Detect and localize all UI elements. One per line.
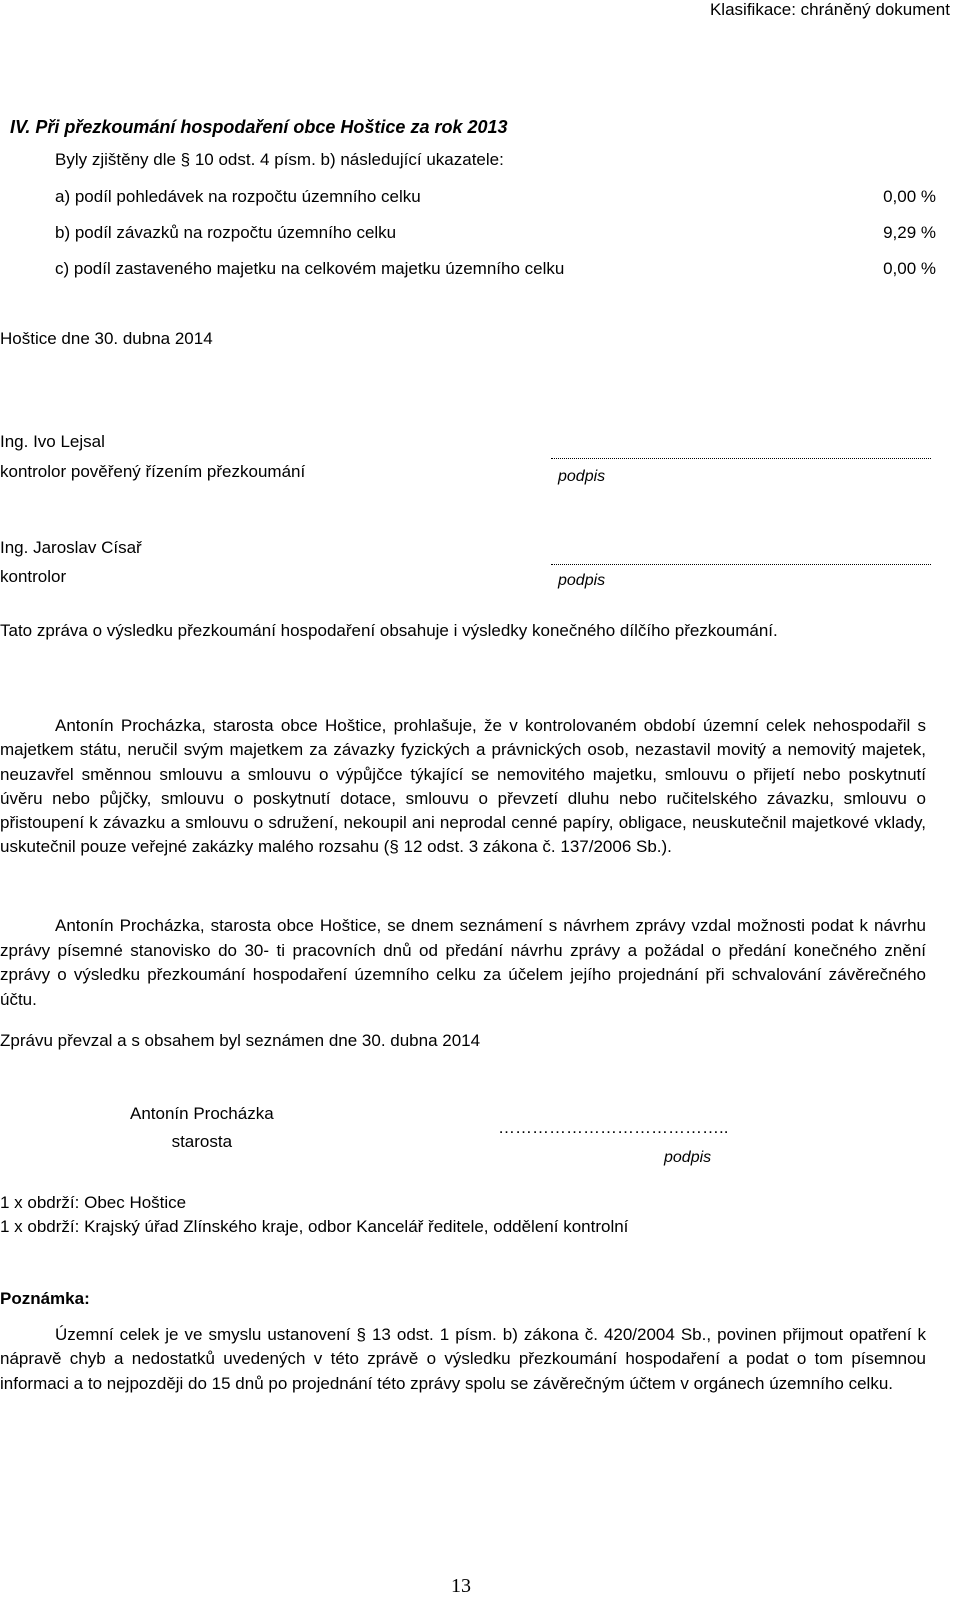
signatory-name: Ing. Ivo Lejsal <box>0 432 105 451</box>
signature-dots: ………………………………….. <box>498 1118 729 1137</box>
received-line: Zprávu převzal a s obsahem byl seznámen dne 30. dubna 2014 <box>0 1031 481 1050</box>
indicator-value: 0,00 % <box>883 187 936 206</box>
mayor-signature-block <box>130 1100 274 1156</box>
indicator-label: b) podíl závazků na rozpočtu územního celku <box>55 223 397 242</box>
note-paragraph: Územní celek je ve smyslu ustanovení § 13 odst. 1 písm. b) zákona č. 420/2004 Sb., povinen přijmout opatření k nápravě chyb a nedostatků uvedených v této zprávě o výsledku přezkoumání hospodaření a podat o tom písemnou informaci a to nejpozději do 15 dnů po projednání této zprávy spolu se závěrečným účtem v orgánech územního celku. <box>0 1325 926 1393</box>
mayor-name: Antonín Procházka <box>130 1104 274 1123</box>
signature-label: podpis <box>558 572 606 589</box>
indicator-value: 9,29 % <box>883 223 936 242</box>
indicator-label: c) podíl zastaveného majetku na celkovém majetku územního celku <box>55 259 565 278</box>
indicator-row <box>55 223 936 243</box>
mayor-statement-paragraph: Antonín Procházka, starosta obce Hoštice, se dnem seznámení s návrhem zprávy vzdal možnosti podat k návrhu zprávy písemné stanovisko do 30- ti pracovních dnů od předání návrhu zprávy a požádal o předání konečného znění zprávy o výsledku přezkoumání hospodaření územního celku za účelem jejího projednání při schvalování závěrečného účtu. <box>0 916 926 1009</box>
signatory-role: kontrolor <box>0 567 67 586</box>
indicator-label: a) podíl pohledávek na rozpočtu územního celku <box>55 187 421 206</box>
indicators-intro: Byly zjištěny dle § 10 odst. 4 písm. b) následující ukazatele: <box>55 150 504 169</box>
signatory-role: kontrolor pověřený řízením přezkoumání <box>0 462 306 481</box>
signature-line <box>551 458 931 459</box>
signature-label: podpis <box>558 468 606 485</box>
mayor-declaration-paragraph: Antonín Procházka, starosta obce Hoštice, prohlašuje, že v kontrolovaném období územní celek nehospodařil s majetkem státu, neručil svým majetkem za závazky fyzických a právnických osob, nezastavil movitý a nemovitý majetek, neuzavřel směnnou smlouvu a smlouvu o výpůjčce týkající se nemovitého majetku, smlouvu o přijetí nebo poskytnutí úvěru nebo půjčky, smlouvu o poskytnutí dotace, smlouvu o převzetí dluhu nebo ručitelského závazku, smlouvu o přistoupení k závazku a smlouvu o sdružení, nekoupil ani neprodal cenné papíry, obligace, neuskutečnil majetkové vklady, uskutečnil pouze veřejné zakázky malého rozsahu (§ 12 odst. 3 zákona č. 137/2006 Sb.). <box>0 716 926 857</box>
recipient-line: 1 x obdrží: Obec Hoštice <box>0 1193 187 1212</box>
signature-label: podpis <box>664 1149 712 1166</box>
recipient-line: 1 x obdrží: Krajský úřad Zlínského kraje, odbor Kancelář ředitele, oddělení kontrolní <box>0 1217 629 1236</box>
mayor-role: starosta <box>171 1132 233 1151</box>
signatory-name: Ing. Jaroslav Císař <box>0 538 142 557</box>
indicator-row <box>55 259 936 279</box>
note-heading: Poznámka: <box>0 1289 90 1308</box>
classification-header: Klasifikace: chráněný dokument <box>709 0 950 19</box>
indicator-value: 0,00 % <box>883 259 936 278</box>
place-date: Hoštice dne 30. dubna 2014 <box>0 329 213 348</box>
page-number: 13 <box>451 1575 471 1597</box>
signature-line <box>551 564 931 565</box>
indicator-row <box>55 187 936 207</box>
report-note-paragraph: Tato zpráva o výsledku přezkoumání hospodaření obsahuje i výsledky konečného dílčího přezkoumání. <box>0 621 778 640</box>
section-title: IV. Při přezkoumání hospodaření obce Hoštice za rok 2013 <box>10 117 508 137</box>
